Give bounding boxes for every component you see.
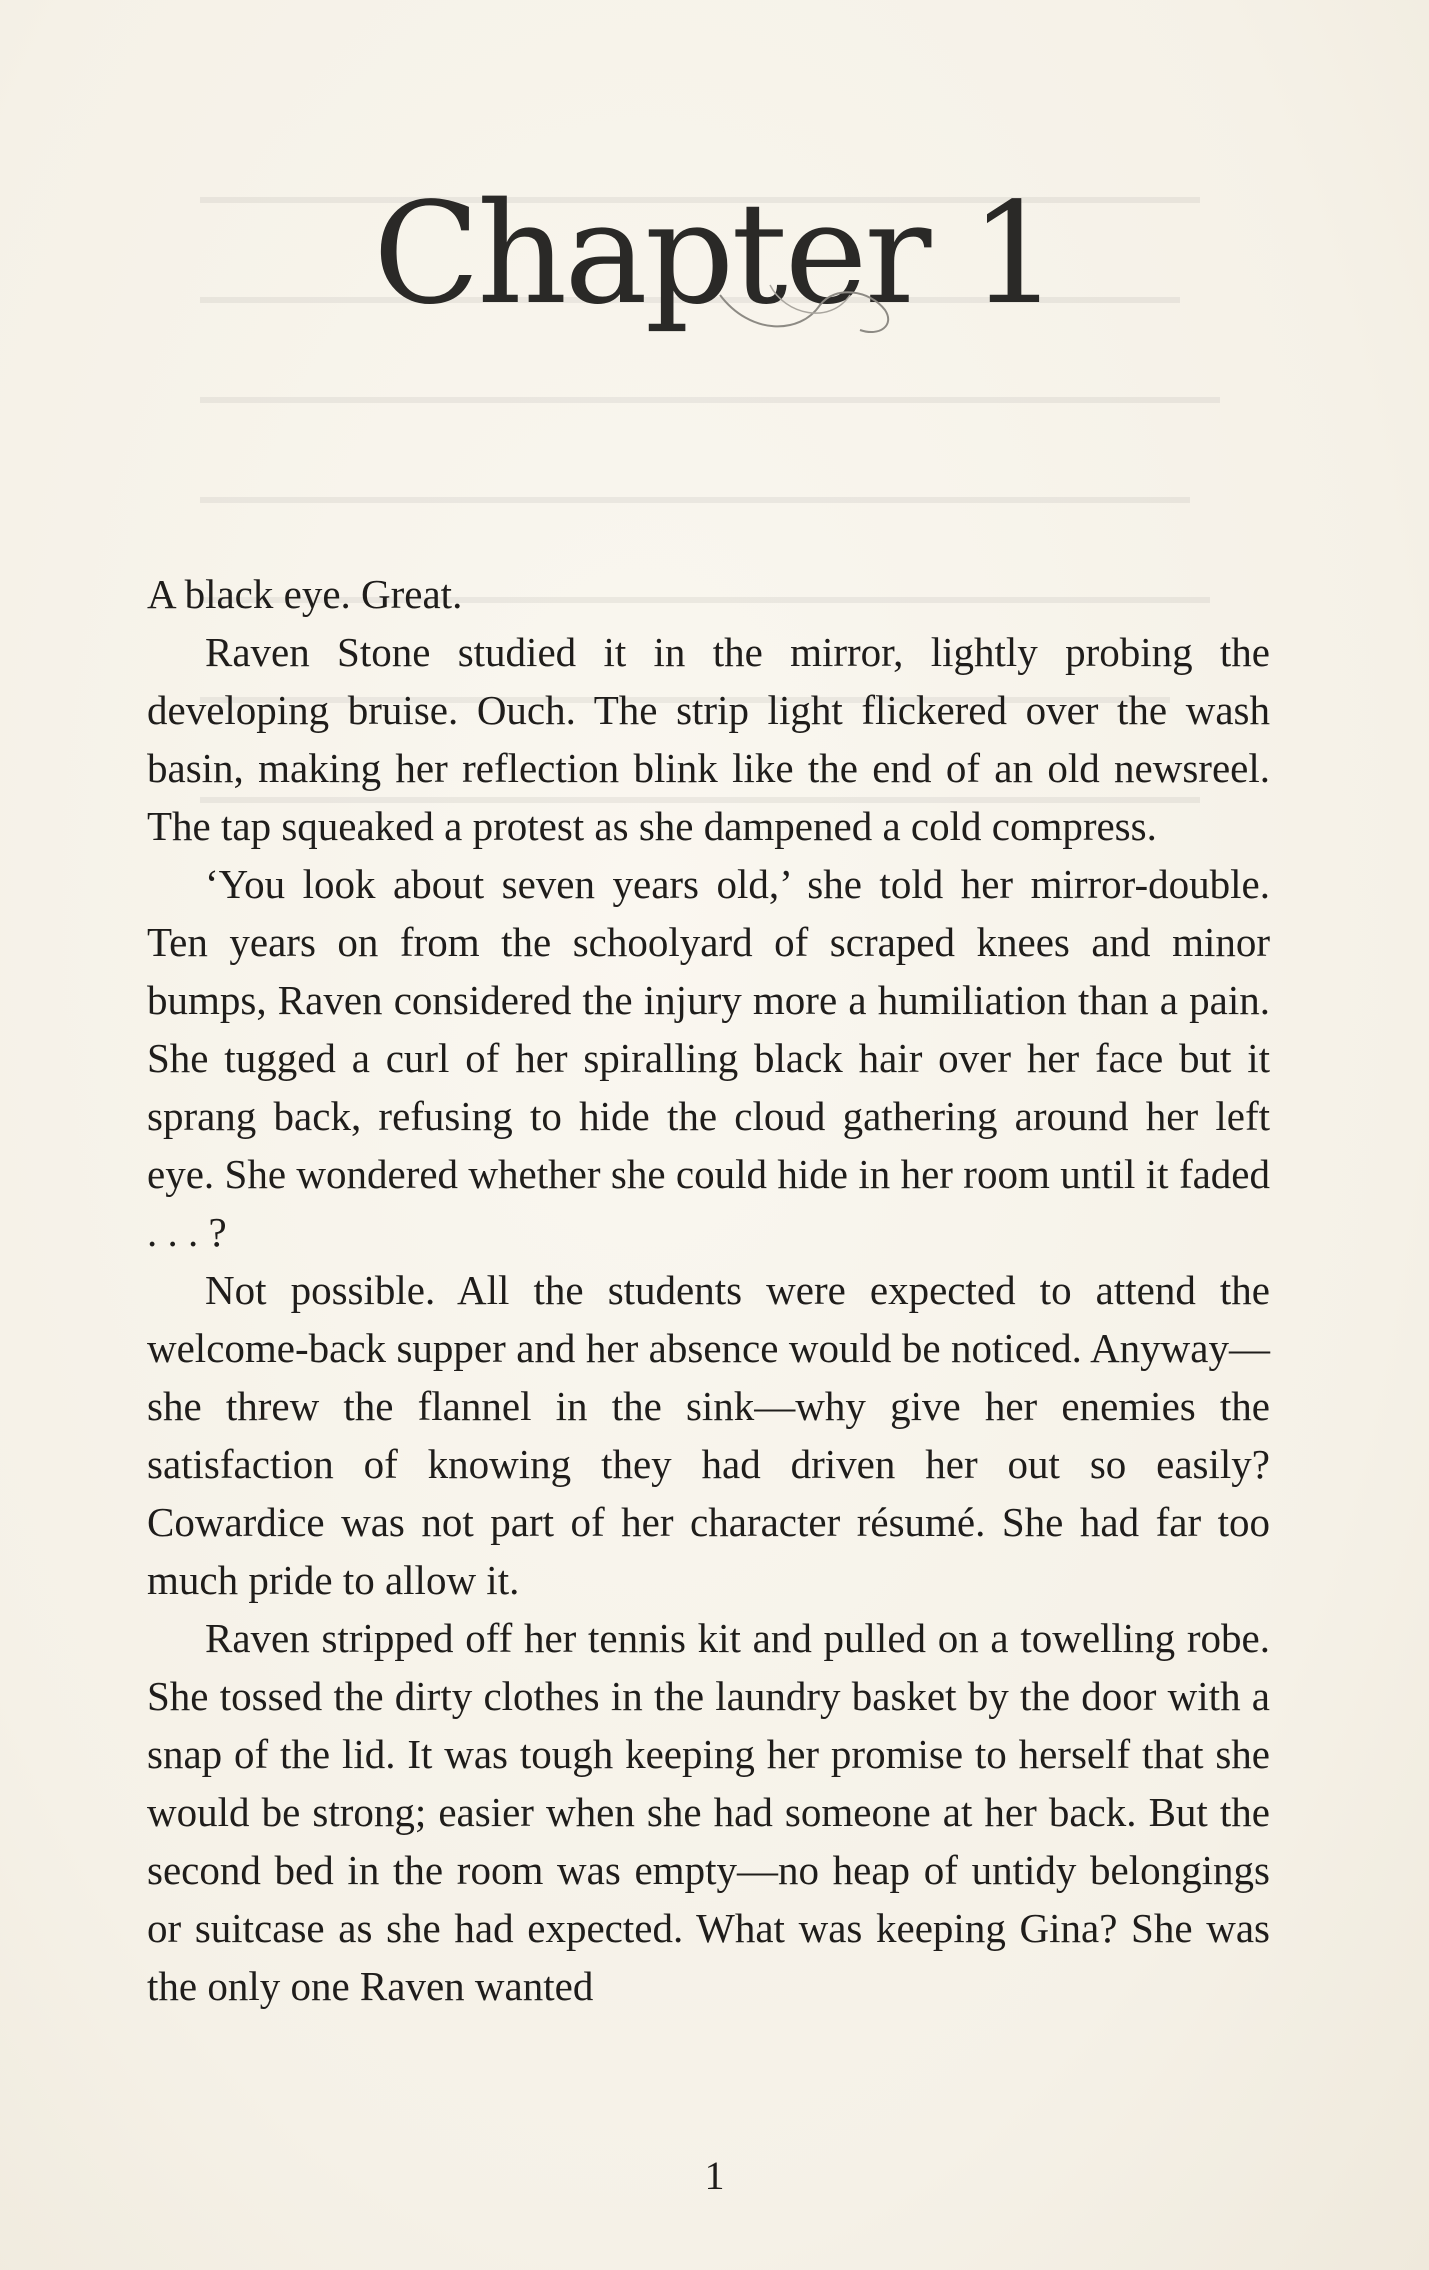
paragraph: ‘You look about seven years old,’ she told her mirror-double. Ten years on from the schoolyard of scraped knees and minor bumps, Raven considered the injury more a humiliation than a pain. She tugged a curl of her spiralling black hair over her face but it sprang back, refusing to hide the cloud gathering around her left eye. She wondered whether she could hide in her room until it faded . . . ?	[147, 861, 1270, 1255]
page-number: 1	[704, 2153, 725, 2198]
paragraph: Raven stripped off her tennis kit and pulled on a towelling robe. She tossed the dirty clothes in the laundry basket by the door with a snap of the lid. It was tough keeping her promise to herself that she would be strong; easier when she had someone at her back. But the second bed in the room was empty—no heap of untidy belongings or suitcase as she had expected. What was keeping Gina? She was the only one Raven wanted	[147, 1615, 1270, 2009]
paragraph: A black eye. Great.	[147, 571, 463, 617]
chapter-flourish-ornament	[710, 265, 910, 345]
paragraph: Raven Stone studied it in the mirror, lightly probing the developing bruise. Ouch. The strip light flickered over the wash basin, making her reflection blink like the end of an old newsreel. The tap squeaked a protest as she dampened a cold compress.	[147, 629, 1270, 849]
chapter-heading: Chapter 1	[373, 173, 1056, 336]
paragraph: Not possible. All the students were expected to attend the welcome-back supper and her absence would be noticed. Anyway—she threw the flannel in the sink—why give her enemies the satisfaction of knowing they had driven her out so easily? Cowardice was not part of her character résumé. She had far too much pride to allow it.	[147, 1267, 1270, 1603]
chapter-body	[147, 565, 1270, 2015]
